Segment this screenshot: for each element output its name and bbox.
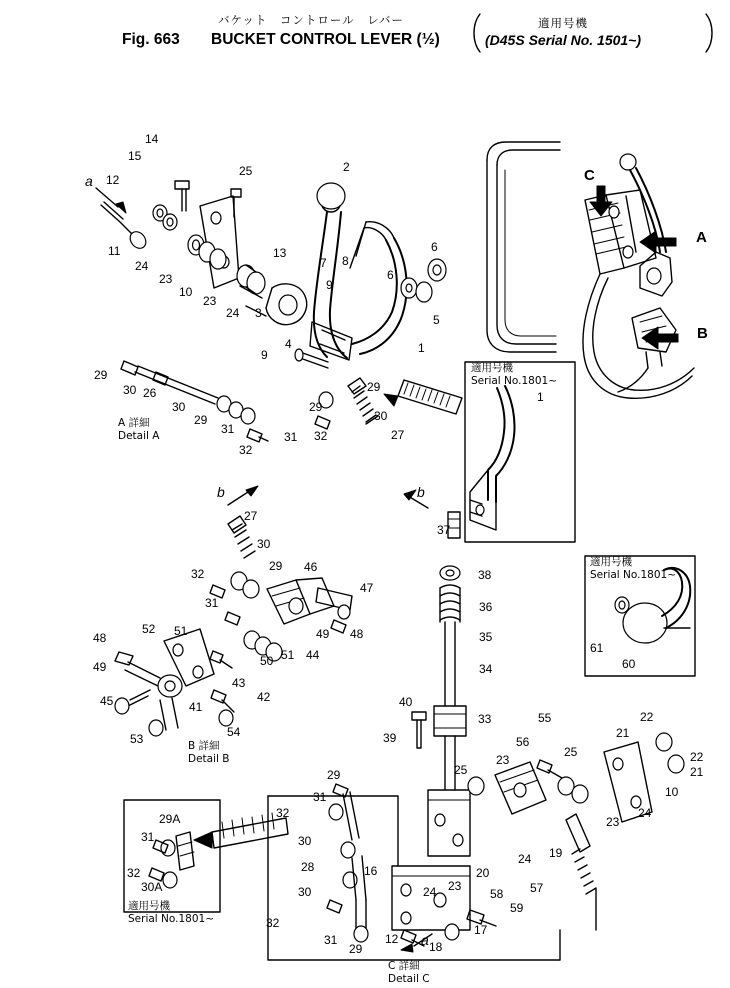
part-callout-31: 31	[221, 422, 235, 436]
inset-label-bottom: 適用号機 Serial No.1801~	[128, 900, 214, 926]
part-callout-6: 6	[387, 268, 394, 282]
part-callout-33: 33	[478, 712, 492, 726]
part-callout-14: 14	[145, 132, 159, 146]
part-callout-23: 23	[448, 879, 462, 893]
part-callout-40: 40	[399, 695, 413, 709]
part-callout-29: 29	[309, 400, 323, 414]
part-callout-59: 59	[510, 901, 524, 915]
inset-label-right: 適用号機 Serial No.1801~	[590, 556, 676, 582]
part-callout-31: 31	[284, 430, 298, 444]
part-callout-56: 56	[516, 735, 530, 749]
figure-number: Fig. 663	[122, 31, 180, 48]
part-callout-30: 30	[123, 383, 137, 397]
part-callout-21: 21	[690, 765, 704, 779]
part-callout-49: 49	[316, 627, 330, 641]
part-callout-29: 29	[349, 942, 363, 956]
part-callout-7: 7	[320, 256, 327, 270]
part-callout-30: 30	[374, 409, 388, 423]
part-callout-34: 34	[479, 662, 493, 676]
part-callout-24: 24	[638, 806, 652, 820]
part-callout-22: 22	[640, 710, 654, 724]
part-callout-24: 24	[226, 306, 240, 320]
part-callout-4: 4	[285, 337, 292, 351]
part-callout-32: 32	[239, 443, 253, 457]
part-callout-26: 26	[143, 386, 157, 400]
arrow-label-b: B	[697, 325, 708, 342]
section-mark-c: C	[584, 167, 595, 184]
part-callout-10: 10	[179, 285, 193, 299]
part-callout-32: 32	[191, 567, 205, 581]
page-title: BUCKET CONTROL LEVER (½)	[211, 31, 440, 48]
part-callout-8: 8	[342, 254, 349, 268]
part-callout-35: 35	[479, 630, 493, 644]
detail-b-label: B 詳細 Detail B	[188, 740, 230, 766]
part-callout-41: 41	[189, 700, 203, 714]
title-japanese: バケット コントロール レバー	[218, 13, 404, 27]
part-callout-10: 10	[665, 785, 679, 799]
part-callout-32: 32	[266, 916, 280, 930]
part-callout-32: 32	[127, 866, 141, 880]
part-callout-9: 9	[261, 348, 268, 362]
part-callout-44: 44	[306, 648, 320, 662]
part-callout-9: 9	[326, 278, 333, 292]
part-callout-24: 24	[518, 852, 532, 866]
part-callout-30A: 30A	[141, 880, 163, 894]
part-callout-39: 39	[383, 731, 397, 745]
part-callout-48: 48	[350, 627, 364, 641]
part-callout-5: 5	[433, 313, 440, 327]
part-callout-49: 49	[93, 660, 107, 674]
part-callout-30: 30	[298, 885, 312, 899]
part-callout-2: 2	[343, 160, 350, 174]
part-callout-15: 15	[128, 149, 142, 163]
part-callout-1: 1	[537, 390, 544, 404]
section-mark-a-left: a	[85, 173, 93, 189]
part-callout-53: 53	[130, 732, 144, 746]
part-callout-29A: 29A	[159, 812, 181, 826]
part-callout-30: 30	[172, 400, 186, 414]
part-callout-46: 46	[304, 560, 318, 574]
arrow-label-a: A	[696, 229, 707, 246]
part-callout-6: 6	[431, 240, 438, 254]
part-callout-54: 54	[227, 725, 241, 739]
part-callout-29: 29	[327, 768, 341, 782]
part-callout-52: 52	[142, 622, 156, 636]
part-callout-25: 25	[454, 763, 468, 777]
part-callout-30: 30	[298, 834, 312, 848]
part-callout-47: 47	[360, 581, 374, 595]
part-callout-31: 31	[324, 933, 338, 947]
inset-label-top: 適用号機 Serial No.1801~	[471, 362, 557, 388]
part-callout-12: 12	[106, 173, 120, 187]
part-callout-21: 21	[616, 726, 630, 740]
part-callout-57: 57	[530, 881, 544, 895]
part-callout-13: 13	[273, 246, 287, 260]
part-callout-48: 48	[93, 631, 107, 645]
part-callout-27: 27	[391, 428, 405, 442]
part-callout-50: 50	[260, 654, 274, 668]
part-callout-24: 24	[135, 259, 149, 273]
part-callout-25: 25	[239, 164, 253, 178]
part-callout-55: 55	[538, 711, 552, 725]
part-callout-51: 51	[174, 624, 188, 638]
part-callout-17: 17	[474, 923, 488, 937]
part-callout-58: 58	[490, 887, 504, 901]
part-callout-24: 24	[423, 885, 437, 899]
part-callout-28: 28	[301, 860, 315, 874]
part-callout-45: 45	[100, 694, 114, 708]
section-mark-b-left: b	[217, 484, 225, 500]
part-callout-11: 11	[108, 244, 121, 258]
part-callout-60: 60	[622, 657, 636, 671]
model-serial: (D45S Serial No. 1501~)	[485, 32, 642, 48]
part-callout-61: 61	[590, 641, 604, 655]
part-callout-1: 1	[418, 341, 425, 355]
part-callout-30: 30	[257, 537, 271, 551]
section-mark-b-right: b	[417, 484, 425, 500]
section-mark-a-bottom: a	[421, 932, 429, 948]
part-callout-29: 29	[94, 368, 108, 382]
part-callout-38: 38	[478, 568, 492, 582]
part-callout-43: 43	[232, 676, 246, 690]
part-callout-12: 12	[385, 932, 399, 946]
part-callout-29: 29	[367, 380, 381, 394]
part-callout-27: 27	[244, 509, 258, 523]
part-callout-36: 36	[479, 600, 493, 614]
part-callout-31: 31	[313, 790, 327, 804]
part-callout-29: 29	[269, 559, 283, 573]
model-japanese: 適用号機	[538, 16, 588, 30]
part-callout-23: 23	[203, 294, 217, 308]
part-callout-20: 20	[476, 866, 490, 880]
part-callout-31: 31	[141, 830, 155, 844]
part-callout-23: 23	[496, 753, 510, 767]
part-callout-42: 42	[257, 690, 271, 704]
part-callout-51: 51	[281, 648, 295, 662]
part-callout-19: 19	[549, 846, 563, 860]
part-callout-3: 3	[255, 306, 262, 320]
detail-c-label: C 詳細 Detail C	[388, 960, 430, 986]
part-callout-25: 25	[564, 745, 578, 759]
part-callout-18: 18	[429, 940, 443, 954]
part-callout-31: 31	[205, 596, 219, 610]
part-callout-23: 23	[606, 815, 620, 829]
part-callout-16: 16	[364, 864, 378, 878]
detail-a-label: A 詳細 Detail A	[118, 417, 160, 443]
part-callout-29: 29	[194, 413, 208, 427]
part-callout-22: 22	[690, 750, 704, 764]
part-callout-32: 32	[314, 429, 328, 443]
part-callout-23: 23	[159, 272, 173, 286]
part-callout-37: 37	[437, 523, 451, 537]
part-callout-32: 32	[276, 806, 290, 820]
